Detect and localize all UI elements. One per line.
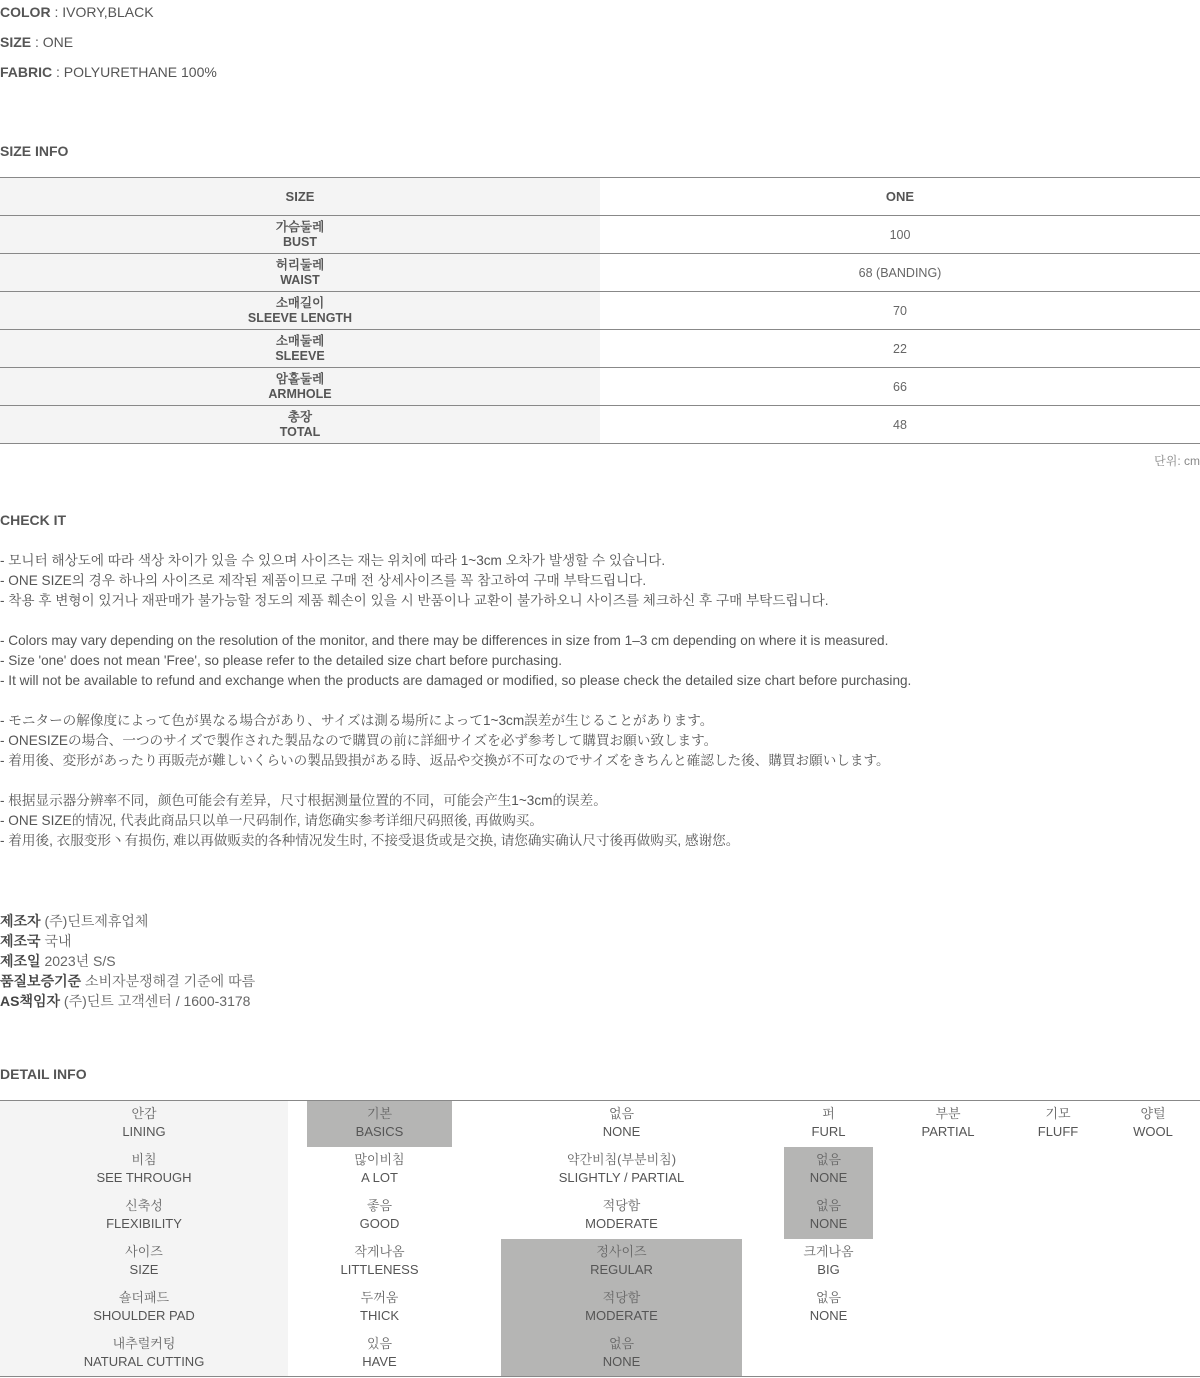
unit-note: 단위: cm	[1154, 454, 1200, 468]
option-en: MODERATE	[585, 1308, 658, 1323]
maker-line	[0, 931, 255, 951]
detail-table	[0, 1100, 1200, 1377]
table-row	[0, 406, 1200, 444]
option-en: BIG	[817, 1262, 840, 1277]
maker-key: 제조자	[0, 913, 41, 929]
size-header-value: ONE	[600, 178, 1200, 216]
spec-key: FABRIC	[0, 64, 53, 80]
detail-option	[1018, 1101, 1098, 1147]
measure-label-en: TOTAL	[279, 424, 321, 439]
label-en: FLEXIBILITY	[106, 1216, 182, 1231]
measure-label-ko: 소매둘레	[275, 333, 325, 348]
maker-line	[0, 951, 255, 971]
maker-value: (주)딘트제휴업체	[44, 913, 149, 929]
spec-key: COLOR	[0, 4, 51, 20]
option-en: FLUFF	[1037, 1124, 1079, 1139]
measure-label	[0, 330, 600, 368]
option-en: REGULAR	[590, 1262, 653, 1277]
detail-option	[501, 1193, 742, 1239]
label-en: LINING	[122, 1124, 166, 1139]
measure-value: 66	[600, 368, 1200, 406]
option-en: NONE	[602, 1124, 641, 1139]
detail-option	[307, 1147, 452, 1193]
measure-label-en: WAIST	[280, 272, 320, 287]
measure-value: 100	[600, 216, 1200, 254]
option-ko: 기본	[366, 1106, 393, 1121]
label-en: SHOULDER PAD	[93, 1308, 195, 1323]
option-en: NONE	[809, 1170, 848, 1185]
measure-value: 48	[600, 406, 1200, 444]
option-en: HAVE	[362, 1354, 397, 1369]
detail-label	[0, 1285, 288, 1331]
label-ko: 내추럴커팅	[112, 1336, 176, 1351]
measure-label	[0, 406, 600, 444]
option-en: GOOD	[359, 1216, 400, 1231]
measure-label-ko: 총장	[287, 409, 313, 424]
option-en: SLIGHTLY / PARTIAL	[558, 1170, 685, 1185]
option-ko: 적당함	[602, 1198, 641, 1213]
maker-line	[0, 991, 255, 1011]
option-ko: 없음	[608, 1336, 635, 1351]
maker-line	[0, 971, 255, 991]
detail-option	[307, 1193, 452, 1239]
note-line: - 着用後、変形があったり再販売が難しいくらいの製品毀損がある時、返品や交換が不可なのでサイズをきちんと確認した後、購買お願いします。	[0, 753, 890, 768]
detail-option	[307, 1239, 452, 1285]
maker-line	[0, 911, 255, 931]
detail-option	[501, 1285, 742, 1331]
option-ko: 없음	[815, 1198, 842, 1213]
label-ko: 숄더패드	[118, 1290, 170, 1305]
spec-key: SIZE	[0, 34, 32, 50]
measure-label-en: SLEEVE	[275, 348, 325, 363]
option-ko: 퍼	[822, 1106, 835, 1121]
check-it-title: CHECK IT	[0, 512, 67, 528]
note-line: - 着用後, 衣服变形丶有损伤, 难以再做贩卖的各种情况发生时, 不接受退货或是交换, 请您确实确认尺寸後再做购买, 感谢您。	[0, 833, 740, 848]
maker-value: 2023년 S/S	[44, 953, 116, 969]
spec-value: POLYURETHANE 100%	[63, 64, 217, 80]
option-ko: 좋음	[366, 1198, 393, 1213]
option-en: NONE	[602, 1354, 641, 1369]
option-ko: 크게나옴	[803, 1244, 854, 1259]
detail-option	[307, 1101, 452, 1147]
measure-label	[0, 292, 600, 330]
note-line: - 根据显示器分辨率不同，颜色可能会有差异，尺寸根据测量位置的不同，可能会产生1~3cm的误差。	[0, 793, 607, 808]
detail-option	[903, 1101, 993, 1147]
label-en: SEE THROUGH	[96, 1170, 192, 1185]
option-ko: 정사이즈	[596, 1244, 647, 1259]
size-info-title: SIZE INFO	[0, 143, 69, 159]
note-line: - モニターの解像度によって色が異なる場合があり、サイズは測る場所によって1~3cm誤差が生じることがあります。	[0, 713, 714, 728]
option-ko: 없음	[815, 1152, 842, 1167]
option-ko: 많이비침	[354, 1152, 405, 1167]
option-ko: 기모	[1045, 1106, 1071, 1121]
detail-option	[501, 1331, 742, 1377]
option-en: LITTLENESS	[340, 1262, 419, 1277]
option-ko: 있음	[366, 1336, 393, 1351]
detail-option	[784, 1147, 873, 1193]
note-line: - It will not be available to refund and exchange when the products are damaged or modified, so please check the detailed size chart before purchasing.	[0, 673, 912, 688]
option-en: FURL	[811, 1124, 846, 1139]
size-table	[0, 177, 1200, 444]
maker-value: 소비자분쟁해결 기준에 따름	[85, 973, 256, 989]
maker-info	[0, 911, 255, 1011]
detail-option	[307, 1285, 452, 1331]
option-en: THICK	[360, 1308, 399, 1323]
option-en: PARTIAL	[921, 1124, 975, 1139]
option-ko: 작게나옴	[354, 1244, 405, 1259]
size-table-header	[0, 178, 1200, 216]
detail-label	[0, 1193, 288, 1239]
measure-label-en: SLEEVE LENGTH	[247, 310, 353, 325]
spec-value: IVORY,BLACK	[62, 4, 154, 20]
measure-value: 22	[600, 330, 1200, 368]
note-line: - ONESIZEの場合、一つのサイズで製作された製品なので購買の前に詳細サイズを必ず参考して購買お願い致します。	[0, 733, 718, 748]
option-ko: 약간비침(부분비침)	[566, 1152, 677, 1167]
spec-size: SIZE : ONE	[0, 34, 74, 50]
table-row	[0, 368, 1200, 406]
detail-option	[784, 1193, 873, 1239]
measure-label-en: ARMHOLE	[268, 386, 332, 401]
option-en: A LOT	[361, 1170, 398, 1185]
table-row	[0, 330, 1200, 368]
option-ko: 없음	[608, 1106, 635, 1121]
detail-option	[784, 1239, 873, 1285]
measure-label-ko: 가슴둘레	[275, 219, 325, 234]
measure-label-ko: 허리둘레	[275, 257, 325, 272]
detail-label	[0, 1101, 288, 1147]
note-line: - Colors may vary depending on the resolution of the monitor, and there may be differences in size from 1–3 cm depending on where it is measured.	[0, 633, 889, 648]
measure-label	[0, 254, 600, 292]
spec-value: ONE	[42, 34, 74, 50]
detail-option	[1118, 1101, 1188, 1147]
option-en: WOOL	[1133, 1124, 1173, 1139]
detail-option	[501, 1147, 742, 1193]
option-ko: 두꺼움	[360, 1290, 399, 1305]
measure-value: 70	[600, 292, 1200, 330]
label-ko: 안감	[131, 1106, 157, 1121]
detail-option	[307, 1331, 452, 1377]
maker-value: (주)딘트 고객센터 / 1600-3178	[63, 993, 251, 1009]
note-line: - ONE SIZE的情况, 代表此商品只以单一尺码制作, 请您确实参考详细尺码照後, 再做购买。	[0, 813, 544, 828]
size-header-label: SIZE	[0, 178, 600, 216]
spec-color: COLOR : IVORY,BLACK	[0, 4, 154, 20]
spec-fabric: FABRIC : POLYURETHANE 100%	[0, 64, 217, 80]
check-it-notes	[0, 551, 911, 851]
measure-value: 68 (BANDING)	[600, 254, 1200, 292]
detail-option	[784, 1101, 873, 1147]
measure-label-ko: 소매길이	[275, 295, 325, 310]
option-en: NONE	[809, 1216, 848, 1231]
note-line: - 모니터 해상도에 따라 색상 차이가 있을 수 있으며 사이즈는 재는 위치에 따라 1~3cm 오차가 발생할 수 있습니다.	[0, 553, 666, 568]
table-row	[0, 292, 1200, 330]
detail-label	[0, 1239, 288, 1285]
measure-label	[0, 368, 600, 406]
measure-label	[0, 216, 600, 254]
label-en: SIZE	[129, 1262, 159, 1277]
maker-key: 제조국	[0, 933, 41, 949]
note-line: - Size 'one' does not mean 'Free', so please refer to the detailed size chart before purchasing.	[0, 653, 563, 668]
detail-label	[0, 1147, 288, 1193]
option-en: MODERATE	[585, 1216, 658, 1231]
detail-option	[784, 1285, 873, 1331]
table-row	[0, 216, 1200, 254]
maker-key: AS책임자	[0, 993, 61, 1009]
measure-label-ko: 암홀둘레	[275, 371, 325, 386]
option-en: NONE	[809, 1308, 848, 1323]
option-en: BASICS	[355, 1124, 404, 1139]
detail-option	[501, 1239, 742, 1285]
measure-label-en: BUST	[282, 234, 318, 249]
detail-info-title: DETAIL INFO	[0, 1066, 87, 1082]
note-line: - 착용 후 변형이 있거나 재판매가 불가능할 정도의 제품 훼손이 있을 시 반품이나 교환이 불가하오니 사이즈를 체크하신 후 구매 부탁드립니다.	[0, 593, 829, 608]
maker-value: 국내	[44, 933, 72, 949]
label-ko: 사이즈	[125, 1244, 163, 1259]
detail-option	[501, 1101, 742, 1147]
label-ko: 신축성	[125, 1198, 163, 1213]
detail-label	[0, 1331, 288, 1377]
maker-key: 제조일	[0, 953, 41, 969]
option-ko: 없음	[815, 1290, 842, 1305]
note-line: - ONE SIZE의 경우 하나의 사이즈로 제작된 제품이므로 구매 전 상세사이즈를 꼭 참고하여 구매 부탁드립니다.	[0, 573, 647, 588]
label-ko: 비침	[131, 1152, 157, 1167]
option-ko: 적당함	[602, 1290, 641, 1305]
option-ko: 부분	[935, 1106, 961, 1121]
label-en: NATURAL CUTTING	[83, 1354, 205, 1369]
table-row	[0, 254, 1200, 292]
option-ko: 양털	[1140, 1106, 1166, 1121]
maker-key: 품질보증기준	[0, 973, 82, 989]
